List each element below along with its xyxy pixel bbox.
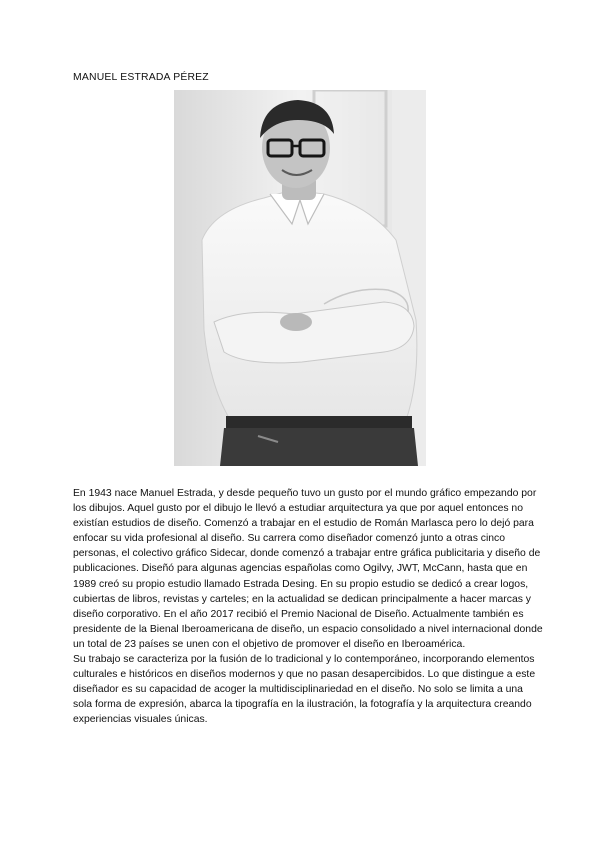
page-title: MANUEL ESTRADA PÉREZ	[73, 72, 209, 83]
paragraph: Su trabajo se caracteriza por la fusión de lo tradicional y lo contemporáneo, incorporando elementos culturales e históricos en diseños modernos y que no pasan desapercibidos. Lo que distingue a este diseñador es su capacidad de acoger la multidisciplinariedad en el diseño. No solo se limita a una sola forma de expresión, abarca la tipografía en la ilustración, la fotografía y la arquitectura creando experiencias visuales únicas.	[73, 654, 536, 726]
paragraph: En 1943 nace Manuel Estrada, y desde pequeño tuvo un gusto por el mundo gráfico empezando por los dibujos. Aquel gusto por el dibujo le llevó a estudiar arquitectura ya que por aquel entonces no existían estudios de diseño. Comenzó a trabajar en el estudio de Román Marlasca pero lo dejó para enfocar su vida profesional al diseño. Su carrera como diseñador comenzó junto a otras cinco personas, el colectivo gráfico Sidecar, donde comenzó a trabajar entre gráfica publicitaria y diseño de publicaciones. Diseñó para algunas agencias españolas como Ogilvy, JWT, McCann, hasta que en 1989 creó su propio estudio llamado Estrada Desing. En su propio estudio se dedicó a crear logos, cubiertas de libros, revistas y carteles; en la actualidad se dedican principalmente a hacer marcas y diseño corporativo. En el año 2017 recibió el Premio Nacional de Diseño. Actualmente también es presidente de la Bienal Iberoamericana de diseño, un espacio consolidado a nivel internacional donde un total de 23 países se unen con el objetivo de promover el diseño en Iberoamérica.	[73, 488, 543, 650]
body-text	[73, 486, 543, 728]
portrait-illustration	[174, 90, 426, 466]
portrait-photo	[174, 90, 426, 466]
